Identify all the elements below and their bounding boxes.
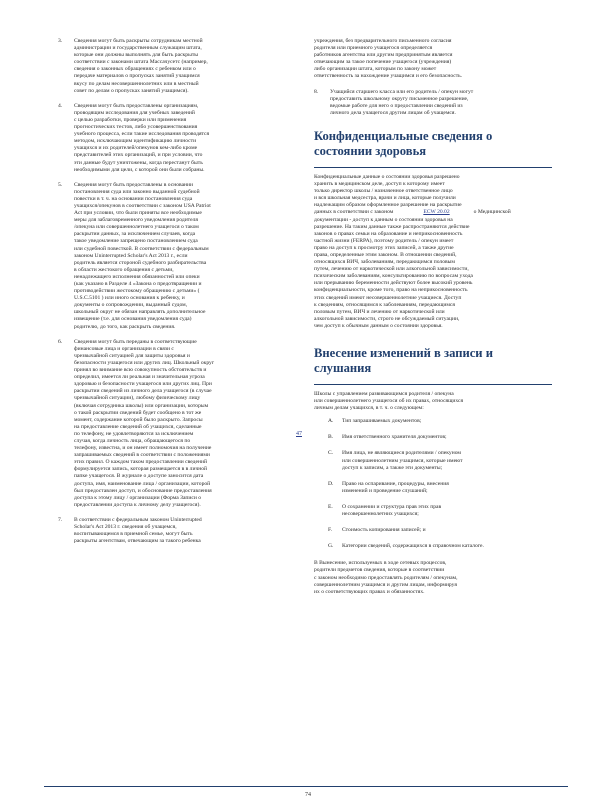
text-line: путем, лечению от наркотической или алкогольной зависимости,: [314, 266, 469, 273]
text-line: и вся школьная медсестра, врачи и лица, которые получили: [314, 195, 456, 202]
item-letter: D.: [328, 480, 334, 487]
text-line: документы о сопровождении, выданный судом,: [74, 302, 188, 309]
text-line: чрезвычайной ситуацией для защиты здоровья и: [74, 352, 190, 359]
text-line: половым путем, ВИЧ и лечению от наркотической или: [314, 308, 445, 315]
section-heading-amendments: Внесение изменений в записи и слушания: [314, 346, 493, 375]
text-line: психическим заболеваниям, консультированию по вопросам ухода: [314, 273, 473, 280]
list-item: [58, 182, 286, 331]
text-line: передаче материалов о пропусках занятий учащимся: [74, 73, 200, 80]
text-line: Стоимость копирования записей; и: [342, 527, 426, 534]
text-line: прогностических тестов, либо усовершенствования: [74, 124, 198, 131]
item-letter: G.: [328, 543, 334, 550]
text-line: проводящим исследования для учебных заведений: [74, 109, 195, 116]
text-line: запрашиваемых сведений в соответствии с положениями: [74, 452, 210, 459]
text-line: раскрытии сведений из личного дела учащегося (в случае: [74, 388, 212, 395]
lettered-item: [314, 543, 552, 550]
text-line: либо организации штата, которым по закону может: [314, 66, 437, 73]
text-line: которые они должны выполнять для быть раскрыты: [74, 52, 199, 59]
text-line: этих сведений имеют несовершеннолетние учащиеся. Доступ: [314, 294, 462, 301]
text-line: несовершеннолетних учащихся;: [342, 511, 419, 518]
text-line: этих правил. О каждом таком предоставлении сведений: [74, 459, 207, 466]
text-line: доступа, имя, наименование лица / организации, которой: [74, 480, 211, 487]
text-line: воспитывающемся в приемной семье, могут быть: [74, 531, 193, 538]
text-line: телефону, известна, и он имеет полномочия на получение: [74, 445, 212, 452]
text-line: хранить в медицинском деле, доступ к которому имеет: [314, 181, 445, 188]
heading-rule: [314, 384, 552, 385]
text-line: родителя или приемного учащегося определяется: [314, 45, 433, 52]
text-line: папке учащегося. В журнале о доступе заносится дата: [74, 473, 204, 480]
text-line: разрешение. На таким данные также распространяются действие: [314, 223, 470, 230]
text-line: или прерыванию беременности действуют более высокий уровень: [314, 280, 473, 287]
text-line: представителей этих организаций, и при условии, что: [74, 152, 203, 159]
text-line: право на доступ к просмотру этих записей, а также другие: [314, 244, 454, 251]
text-line: о такой раскрытии сведений будет сообщено в тот же: [74, 409, 202, 416]
text-line: ненадлежащего исполнения обязанностей или опеки: [74, 273, 200, 280]
text-line: доступ к записям, а также эти документы;: [342, 464, 443, 471]
text-line: с целью разработки, проверки или применения: [74, 116, 187, 123]
text-line: документации - доступ к данным о состоянии здоровья на: [314, 216, 453, 223]
text-line: извещение (т.е. для основания уведомления суда): [74, 316, 192, 323]
text-line: Учащийся старшего класса или его родитель / опекун могут: [330, 88, 474, 95]
lettered-item: [314, 481, 552, 495]
text-line: Конфиденциальные данные о состоянии здоровья разрешено: [314, 173, 460, 180]
item-number: 4.: [58, 102, 63, 109]
text-line: надлежащим образом оформленное разрешение на раскрытие: [314, 202, 462, 209]
text-line: Scholar's Act 2013 г. сведения об учащемся,: [74, 524, 177, 530]
text-line: определил, имеется ли реальная и значительная угроза: [74, 374, 205, 381]
text-line: на предоставление сведений об учащихся, сделанные: [74, 423, 202, 430]
item-letter: F.: [328, 527, 333, 534]
text-line: формулируется запись, которая размещается в в личной: [74, 466, 208, 473]
list-item: [58, 38, 286, 95]
text-line: сведения о законных обращениях с ребенком или о: [74, 66, 196, 73]
text-line: частной жизни (FERPA), поэтому родитель / опекун имеет: [314, 237, 454, 244]
heading-rule: [314, 167, 552, 168]
item-letter: C.: [328, 450, 334, 457]
page-number: 74: [305, 792, 311, 798]
item-letter: E.: [328, 503, 333, 510]
text-line: их о соответствующих правах и обязанностях.: [314, 588, 425, 595]
text-line: момент, содержание которой было раскрыто. Запросы: [74, 416, 203, 423]
text-line: В Вынесение, используемых в ходе сетевых процессов,: [314, 560, 447, 567]
text-line: В соответствии с федеральным законом Uninterrupted: [74, 516, 202, 523]
text-line: Act при условии, что были приняты все необходимые: [74, 210, 202, 217]
list-item: [58, 103, 286, 174]
text-line: Сведения могут быть переданы в соответствующие: [74, 338, 197, 345]
text-line: алкогольной зависимости, строго не обсуждаемый ситуации,: [314, 315, 460, 322]
text-line: безопасности учащегося или других лиц. Школьный округ: [74, 359, 215, 366]
text-line: предоставить школьному округу письменное разрешение,: [330, 95, 469, 102]
text-line: родители предметов сведения, которые в соответствии: [314, 567, 445, 574]
text-line: школьный округ не обязан направлять дополнительное: [74, 309, 206, 316]
text-line: соответствии с законами штата Массачусетс (например,: [74, 59, 208, 66]
text-line: [314, 209, 552, 216]
text-line: противодействии жестокому обращению с детьми» (: [74, 288, 200, 295]
closing-paragraph: [314, 560, 552, 595]
text-line: учебного процесса, если такие исследования проводятся: [74, 131, 210, 138]
text-line: Право на оспаривание, процедуры, внесения: [342, 480, 449, 487]
text-line: чем доступ к обычным данным о состоянии здоровья.: [314, 322, 443, 329]
text-line: только директор школы / назначенное ответственное лицо: [314, 188, 453, 195]
text-line: Тип запрашиваемых документов;: [342, 418, 422, 425]
item-number: 5.: [58, 181, 63, 188]
text-line: был предоставлен доступ, и обоснование предоставления: [74, 487, 212, 494]
text-line: в области жестокого обращения с детьми,: [74, 266, 174, 273]
text-line: случая, когда личность лица, обращающегося по: [74, 437, 191, 444]
text-line: или совершеннолетнего учащегося об их правах, относящихся: [314, 398, 464, 405]
text-line: ведомые работе для него о предоставлении сведений из: [330, 102, 463, 109]
lettered-item: [314, 434, 552, 441]
text-line: эти данные будут уничтожены, когда перестанут быть: [74, 159, 203, 166]
text-line: изменений и проведение слушаний;: [342, 487, 428, 494]
text-line: вкусу по делам несовершеннолетних или в местный: [74, 80, 199, 87]
text-line: родитель является стороной судебного разбирательства: [74, 259, 207, 266]
text-line: повестки в т. ч. на основании постановления суда: [74, 195, 193, 202]
section-paragraph: [314, 391, 552, 412]
item-number: 3.: [58, 38, 63, 44]
text-line: финансовые лица и организации в связи с: [74, 345, 174, 352]
section-paragraph: [314, 174, 552, 330]
text-line: Имя ответственного хранителя документов;: [342, 434, 447, 441]
text-line: Сведения могут быть предоставлены организациям,: [74, 102, 199, 109]
left-column: [58, 38, 286, 553]
text-line: предоставлении доступа к личному делу учащегося).: [74, 501, 201, 508]
text-line: ответственность за нахождение учащимся и его безопасность.: [314, 73, 463, 80]
text-line: конфиденциальности, кроме того, право на неприкосновенность: [314, 287, 468, 294]
text-fragment: данных в соответствии с законом: [314, 209, 394, 216]
item-letter: B.: [328, 434, 334, 441]
text-line: отвечающим за такое попечение учащегося (учреждения): [314, 59, 452, 66]
lettered-item: [314, 527, 552, 534]
text-line: меры для заблаговременного уведомления родителя: [74, 217, 198, 224]
text-line: Категории сведений, содержащихся в справочном каталоге.: [342, 543, 484, 550]
text-line: U.S.C.5101 ) или иного основания к ребенку, и: [74, 295, 185, 302]
text-line: (включая сотрудника школы) или организации, которым: [74, 402, 209, 409]
footer-rule: [44, 786, 568, 787]
text-line: О сохранении и структура прав этих прав: [342, 503, 442, 510]
text-line: Школы с управлением развивающимся родителя / опекуна: [314, 391, 454, 397]
item-letter: A.: [328, 418, 334, 425]
text-line: раскрытии данных, за исключением случаев, когда: [74, 231, 196, 238]
text-line: личным делам учащихся, в т. ч. о следующем:: [314, 405, 424, 412]
text-line: такое уведомление запрещено постановлением суда: [74, 238, 198, 245]
list-item: [58, 517, 286, 545]
text-line: законом Uninterrupted Scholar's Act 2013 г., если: [74, 252, 188, 259]
continued-text: [314, 38, 552, 81]
item-number: 7.: [58, 516, 63, 523]
note-marker-link[interactable]: 47: [296, 431, 302, 437]
list-item: [58, 339, 286, 509]
statute-link[interactable]: ECW 20.02: [423, 209, 450, 216]
text-line: необходимыми для цели, с которой они были собраны.: [74, 166, 205, 173]
text-line: раскрыты агентствам, отвечающим за такого ребенка: [74, 538, 201, 545]
item-number: 8.: [314, 88, 319, 95]
lettered-item: [314, 504, 552, 518]
text-line: по телефону, не удовлетворяются за исключением: [74, 430, 194, 437]
text-line: с законом необходимо предоставлять родителям / опекунам,: [314, 574, 458, 581]
list-item: [314, 89, 552, 117]
text-line: доступа к этому лицу / организации (Форма Записи о: [74, 494, 202, 501]
text-line: личного дела учащегося другим лицам об учащемся.: [330, 109, 456, 116]
section-heading-health: Конфиденциальные сведения о состоянии здоровья: [314, 128, 493, 158]
text-line: учреждения, без предварительного письменного согласия: [314, 38, 452, 44]
lettered-list: [314, 418, 552, 550]
text-line: (как указано в Разделе 4 «Закона о предотвращении и: [74, 281, 202, 287]
text-line: законов о правах семьи на образование и неприкосновенность: [314, 230, 463, 237]
text-line: Имя лица, не являющиеся родителями / опекуном: [342, 450, 461, 457]
lettered-item: [314, 450, 552, 471]
text-line: совет по делам о пропусках занятий учащимся).: [74, 87, 189, 94]
text-line: или судебной повесткой. В соответствии с федеральным: [74, 245, 209, 252]
text-line: или совершеннолетним учащимся, которые имеют: [342, 457, 463, 464]
text-line: относящихся ВИЧ, заболеваниям, передающимся половым: [314, 259, 455, 266]
text-line: принял во внимание всю совокупность обстоятельств и: [74, 367, 207, 374]
item-number: 6.: [58, 338, 63, 345]
text-line: Сведения могут быть предоставлены в основании: [74, 181, 194, 188]
text-line: работников агентства или другим предпринятым является: [314, 52, 453, 59]
text-line: /опекуна или совершеннолетнего учащегося о таком: [74, 224, 199, 231]
text-line: учащихся и их родителей/опекунов кем-либо кроме: [74, 145, 198, 152]
lettered-item: [314, 418, 552, 425]
text-line: постановления суда или законно выданной судебной: [74, 188, 200, 195]
text-line: Сведения могут быть раскрыты сотрудникам местной: [74, 38, 203, 44]
text-line: совершеннолетним учащимся и другим лицам, информируя: [314, 581, 457, 588]
text-line: права, определенные этим законом. В отношении сведений,: [314, 251, 457, 258]
text-line: к сведениям, относящимся к заболеваниям, передающимся: [314, 301, 455, 308]
text-line: методом, исключающим идентификацию личности: [74, 138, 197, 145]
right-column: [314, 38, 552, 602]
text-line: администрации и государственным служащим штата,: [74, 45, 202, 52]
text-line: родителю, до того, как раскрыть сведения.: [74, 323, 176, 330]
text-line: учащихся/опекунов в соответствии с законом USA Patriot: [74, 202, 211, 209]
text-line: чрезвычайной ситуации), любому физическому лицу: [74, 395, 201, 402]
text-line: здоровью и безопасности учащегося или других лиц. При: [74, 381, 212, 388]
text-fragment: о Медицинской: [473, 209, 511, 216]
